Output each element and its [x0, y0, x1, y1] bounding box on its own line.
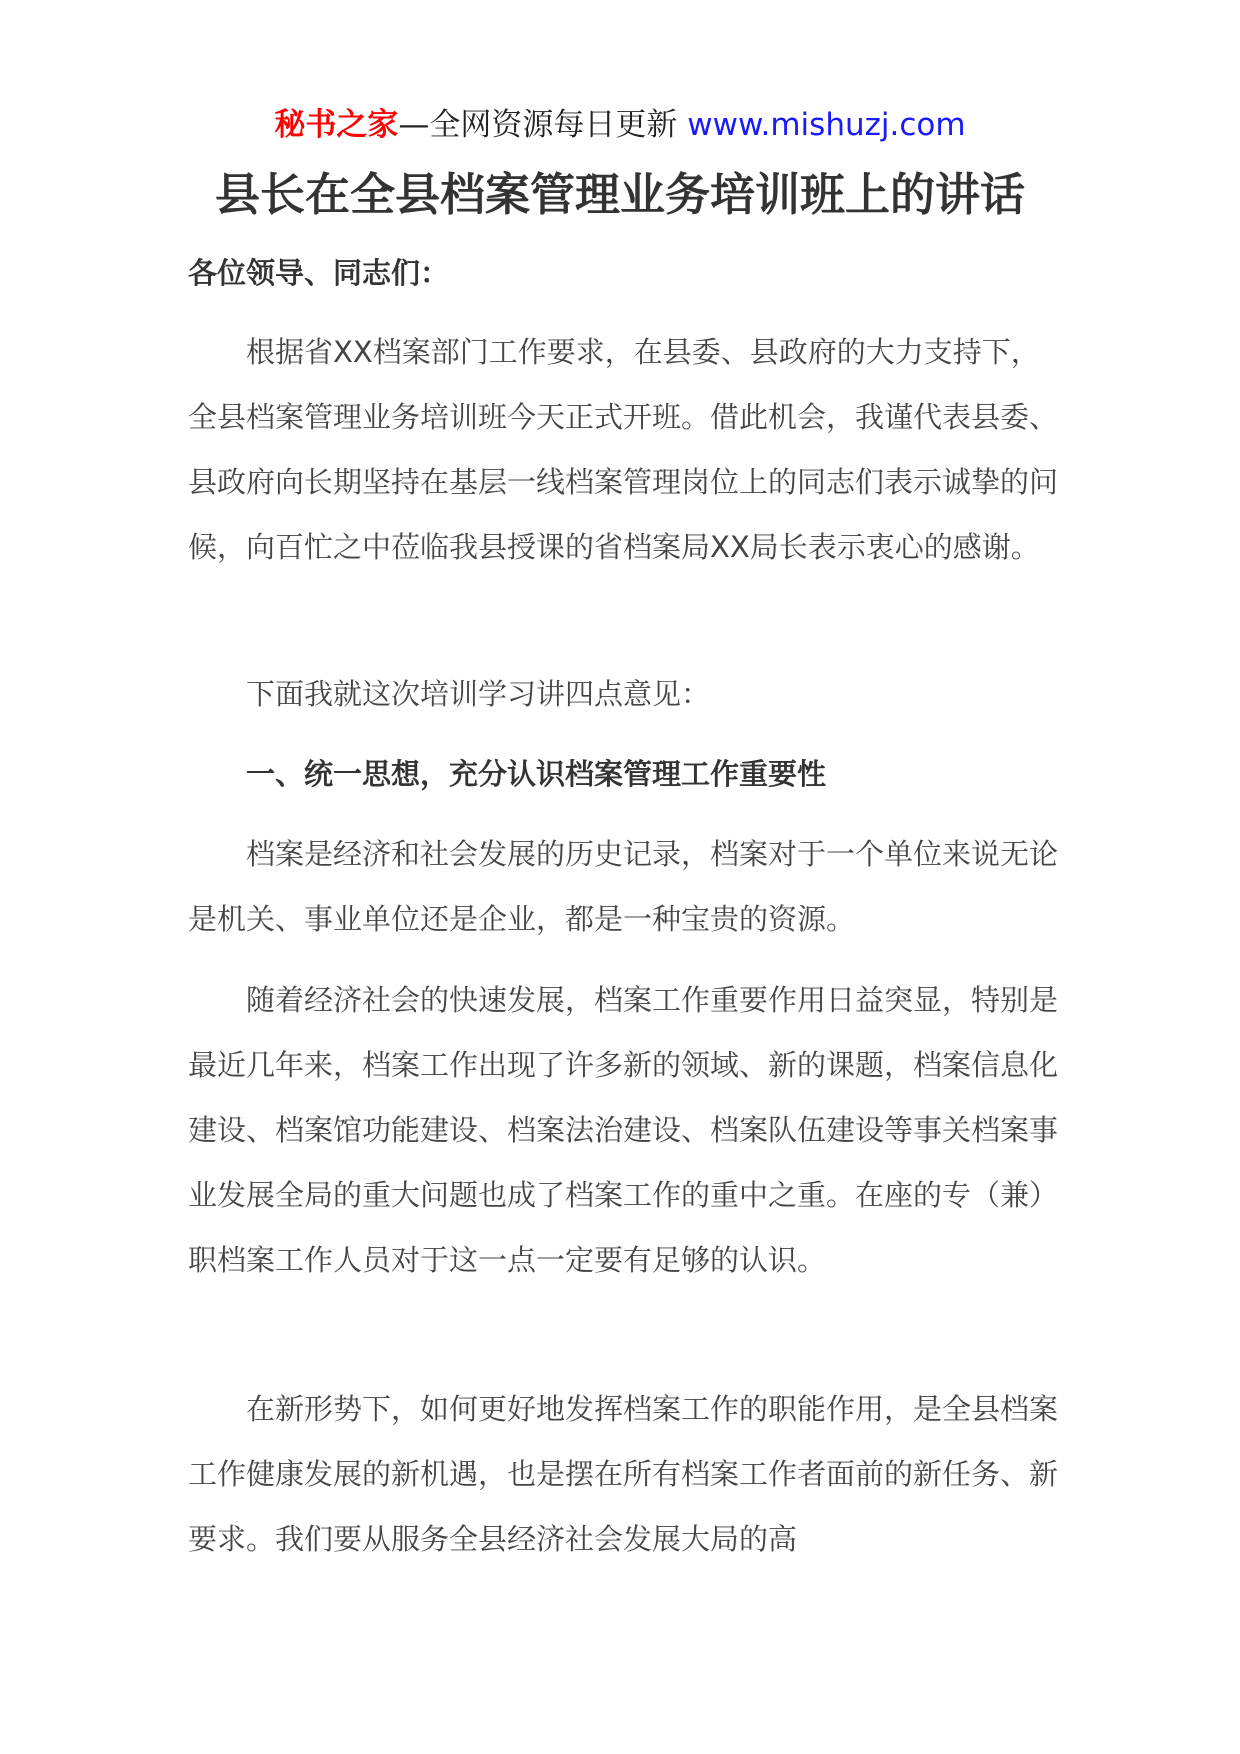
paragraph-intro-points: 下面我就这次培训学习讲四点意见：: [246, 677, 711, 711]
section-heading-1: 一、统一思想，充分认识档案管理工作重要性: [246, 757, 827, 791]
paragraph-archive-definition: 档案是经济和社会发展的历史记录，档案对于一个单位来说无论是机关、事业单位还是企业，都是一种宝贵的资源。: [188, 837, 1059, 936]
paragraph-opening: 根据省XX档案部门工作要求，在县委、县政府的大力支持下，全县档案管理业务培训班今天正式开班。借此机会，我谨代表县委、县政府向长期坚持在基层一线档案管理岗位上的同志们表示诚挚的问候，向百忙之中莅临我县授课的省档案局XX局长表示衷心的感谢。: [188, 335, 1059, 564]
document-title: 县长在全县档案管理业务培训班上的讲话: [214, 168, 1025, 221]
paragraph-development: 随着经济社会的快速发展，档案工作重要作用日益突显，特别是最近几年来，档案工作出现了许多新的领域、新的课题，档案信息化建设、档案馆功能建设、档案法治建设、档案队伍建设等事关档案事业发展全局的重大问题也成了档案工作的重中之重。在座的专（兼）职档案工作人员对于这一点一定要有足够的认识。: [188, 983, 1059, 1277]
paragraph-new-situation: 在新形势下，如何更好地发挥档案工作的职能作用，是全县档案工作健康发展的新机遇，也是摆在所有档案工作者面前的新任务、新要求。我们要从服务全县经济社会发展大局的高: [188, 1392, 1059, 1556]
site-url-link[interactable]: www.mishuzj.com: [687, 107, 966, 143]
salutation: 各位领导、同志们：: [188, 256, 450, 290]
brand-name: 秘书之家: [274, 107, 399, 143]
header-tagline: —全网资源每日更新: [398, 107, 678, 143]
site-header: [0, 100, 1240, 150]
